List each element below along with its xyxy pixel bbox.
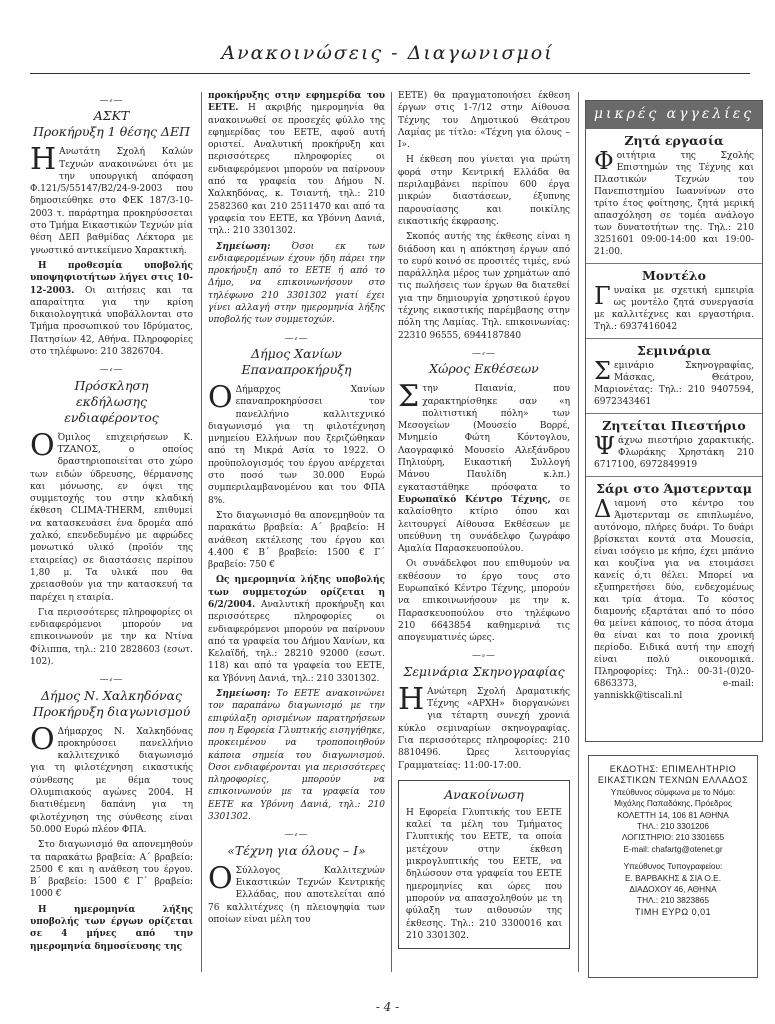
section-body: ΕΕΤΕ) θα πραγματοποιήσει έκθεση έργων στις 1-7/12 στην Αίθουσα Τέχνης του Δημοτικού Θεάτρου Λαμίας με τίτλο: «Τέχνη για όλους – Ι». [398,91,570,151]
ornament-icon: —⸗— [284,333,309,344]
section-title: Δήμος Χανίων Επαναπροκήρυξη [241,345,352,377]
column-divider [201,92,202,972]
section-body: προκήρυξης στην εφημερίδα του ΕΕΤΕ. Η ακριβής ημερομηνία θα ανακοινωθεί σε προσεχές φύλλο της εφημερίδας του ΕΕΤΕ, αφού αυτή οριστεί. Αναλυτική προκήρυξη και περισσότερες πληροφορίες οι ενδιαφερόμενοι μπορούν να παίρνουν από τα γραφεία του Δήμου Ν. Χαλκηδόνας, κ. Τσιαντή, τηλ.: 210 2582360 και 210 2511470 και από τα γραφεία του ΕΕΤΕ, κα Υβόννη Δανιά, τηλ.: 210 3301302. [208,91,385,237]
section-title: Χώρος Εκθέσεων [429,361,539,377]
section-body: Για περισσότερες πληροφορίες οι ενδιαφερόμενοι μπορούν να επικοινωνούν με την κα Ντίνα Φίλιππα, τηλ.: 210 2828603 (εσωτ. 102). [30,607,193,667]
classified-item: Σεμινάρια Σεμινάριο Σκηνογραφίας, Μάσκας, Θεάτρου, Μαριονέτας: Τηλ.: 210 9407594, 6972343461 [586,339,762,414]
classified-item: Ζητά εργασία Φοιτήτρια της Σχολής Επιστημών της Τέχνης και Πλαστικών Τεχνών του Πανεπιστημίου Ιωαννίνων στο τρίτο έτος φοίτησης, ζητά μερική απασχόληση σε τομέα ανάλογο των δυνατοτήτων της. Τηλ.: 210 3251601 09:00-14:00 και 19:00-21:00. [586,129,762,264]
section-deadline: Η ημερομηνία λήξης υποβολής των έργων ορίζεται σε 4 μήνες από την ημερομηνία δημοσίευσης της [30,904,193,952]
section-body: Η Εφορεία Γλυπτικής του ΕΕΤΕ καλεί τα μέλη του Τμήματος Γλυπτικής του ΕΕΤΕ, τα οποία μετέχουν στην έκθεση μικρογλυπτικής του ΕΕΤΕ, να δηλώσουν στα γραφεία του ΕΕΤΕ ημερομηνίες και ώρες που μπορούν να απασχοληθούν με τη φύλαξη των αιθουσών της έκθεσης. Τηλ.: 210 3300016 και 210 3301302. [406,807,562,941]
announcement-exhibition-space [398,348,570,645]
column-divider [578,92,579,972]
section-title: Δήμος Ν. Χαλκηδόνας Προκήρυξη διαγωνισμού [32,687,191,719]
announcement-invitation [30,364,193,668]
publisher-info: ΕΚΔΟΤΗΣ: ΕΠΙΜΕΛΗΤΗΡΙΟ ΕΙΚΑΣΤΙΚΩΝ ΤΕΧΝΩΝ ΕΛΛΑΔΟΣ Υπεύθυνος σύμφωνα με το Νόμο: Μιχάλης Παπαδάκης, Πρόεδρος ΚΟΛΕΤΤΗ 14, 106 81 ΑΘΗΝΑ ΤΗΛ.: 210 3301206 ΛΟΓΙΣΤΗΡΙΟ: 210 3301655 E-mail: chafartg@otenet.gr Υπεύθυνος Τυπογραφείου: Ε. ΒΑΡΒΑΚΗΣ & ΣΙΑ Ο.Ε. ΔΙΑΔΟΧΟΥ 46, ΑΘΗΝΑ ΤΗΛ.: 210 3823865 ΤΙΜΗ ΕΥΡΩ 0,01 [588,755,758,978]
section-note: Σημείωση: Όσοι εκ των ενδιαφερομένων έχουν ήδη πάρει την προκήρυξη από το ΕΕΤΕ ή από το Δήμο, να επικοινωνήσουν στο τηλέφωνο 210 3301302 γιατί έχει γίνει αλλαγή στην ημερομηνία λήξης υποβολής των συμμετοχών. [208,241,385,326]
classifieds-title: μικρές αγγελίες [586,101,762,129]
section-body: Στην Παιανία, που χαρακτηρίσθηκε σαν «η πολιτιστική πόλη» των Μεσογείων (Μουσείο Βορρέ, Μνημείο Φώτη Κόντογλου, Λαογραφικό Μουσείο Αλεξάνδρου Πηλιούρη, Εικαστική Συλλογή Μάνου Παυλίδη κ.λπ.) εγκαταστάθηκε πρόσφατα το Ευρωπαϊκό Κέντρο Τέχνης, σε καλαίσθητο κτίριο όπου και λειτουργεί Αίθουσα Εκθέσεων με υπεύθυνη τη συνάδελφο ζωγράφο Αμαλία Παρασκευοπούλου. [398,379,570,555]
announcement-chalkidona-cont [208,90,385,327]
column-3 [398,90,570,990]
section-title: «Τέχνη για όλους – Ι» [227,842,366,858]
ornament-icon: —⸗— [99,675,124,686]
section-body: Στο διαγωνισμό θα απονεμηθούν τα παρακάτω βραβεία: Α΄ βραβείο: 2500 € και η ανάθεση του έργου. Β΄ βραβείο: 1500 € Γ΄ βραβείο: 1000 € [30,840,193,900]
section-body: Σκοπός αυτής της έκθεσης είναι η διάδοση και η απόκτηση έργων από το ευρύ κοινό σε προσιτές τιμές, ενώ παράλληλα μέρος των χρημάτων από τις πωλήσεις των έργων θα διατεθεί για την δημιουργία χρηστικού έργου τέχνης εικαστικής παρέμβασης στην πόλη της Λαμίας. Τηλ. επικοινωνίας: 22310 96555, 6944187840 [398,232,570,341]
section-body: Ο Σύλλογος Καλλιτεχνών Εικαστικών Τεχνών Κεντρικής Ελλάδας, που αποτελείται από 76 καλλιτέχνες (η πλειοψηφία των οποίων είναι μέλη του [208,860,385,925]
ornament-icon: —⸗— [284,830,309,841]
section-body: Η Ανωτάτη Σχολή Καλών Τεχνών ανακοινώνει ότι με την υπουργική απόφαση Φ.121/5/55147/Β2/24-9-2003 που δημοσιεύθηκε στο ΦΕΚ 187/3-10-2003 τ. παράρτημα προκηρύσσεται στο Τμήμα Εικαστικών Τεχνών μία θέση ΔΕΠ βαθμίδας Λέκτορα με γνωστικό αντικείμενο Χαρακτική. [30,142,193,256]
section-title: ΑΣΚΤ Προκήρυξη 1 θέσης ΔΕΠ [33,108,190,140]
header-rule [30,73,750,74]
section-note: Σημείωση: Το ΕΕΤΕ ανακοινώνει τον παραπάνω διαγωνισμό με την επιφύλαξη ορισμένων παρατηρήσεων που η Εφορεία Γλυπτικής εισηγήθηκε, προκειμένου να τροποποιηθούν κάποια σημεία του διαγωνισμού. Όσοι ενδιαφέρονται για περισσότερες πληροφορίες, μπορούν να επικοινωνούν με τα γραφεία του ΕΕΤΕ κα Υβόννη Δανιά, τηλ.: 210 3301302. [208,689,385,823]
announcement-chalkidona [30,674,193,953]
section-body: Ως ημερομηνία λήξης υποβολής των συμμετοχών ορίζεται η 6/2/2004. Αναλυτική προκήρυξη και περισσότερες πληροφορίες οι ενδιαφερόμενοι μπορούν να παίρνουν από τα γραφεία του Δήμου Χανίων, κα Κελαϊδή, τηλ.: 28210 92000 (εσωτ. 118) και από τα γραφεία του ΕΕΤΕ, κα Υβόννη Δανιά, τηλ.: 210 3301302. [208,575,385,684]
section-title: Σεμινάρια Σκηνογραφίας [403,663,565,679]
section-body: Η έκθεση που γίνεται για πρώτη φορά στην Κεντρική Ελλάδα θα περιλαμβάνει περίπου 600 έργα μικρών διαστάσεων, έξυπνης παρουσίασης και ποικίλης εικαστικής έκφρασης. [398,155,570,227]
page-number: - 4 - [375,1000,400,1014]
announcement-art-for-all [208,829,385,926]
classified-item: Ζητείται Πιεστήριο Ψάχνω πιεστήριο χαρακτικής. Φλωράκης Χρηστάκη 210 6717100, 6972849919 [586,414,762,477]
announcement-art-for-all-cont [398,90,570,342]
ornament-icon: —⸗— [472,651,496,662]
classified-item: Μοντέλο Γυναίκα με σχετική εμπειρία ως μοντέλο ζητά συνεργασία με καλλιτέχνες και εργαστήρια. Τηλ.: 6937416042 [586,264,762,339]
section-body: Ο Δήμαρχος Χανίων επαναπροκηρύσσει τον πανελλήνιο καλλιτεχνικό διαγωνισμό για τη φιλοτέχνηση μνημείου Ελλήνων που ξεριζώθηκαν από τη Μικρά Ασία το 1922. Ο προϋπολογισμός του έργου ανέρχεται στο ποσό των 30.000 Ευρώ συμπεριλαμβανομένου και του ΦΠΑ 8%. [208,379,385,506]
ornament-icon: —⸗— [99,96,124,106]
announcement-askt [30,95,193,358]
announcement-chania [208,333,385,824]
section-body: Η Ανώτερη Σχολή Δραματικής Τέχνης «ΑΡΧΗ» διοργανώνει για τέταρτη συνεχή χρονιά κύκλο σεμιναρίων σκηνογραφίας. Για περισσότερες πληροφορίες: 210 8810496. Ώρες λειτουργίας Γραμματείας: 11:00-17:00. [398,681,570,771]
section-body: Η προθεσμία υποβολής υποψηφιοτήτων λήγει στις 10-12-2003. Οι αιτήσεις και τα απαραίτητα για την κρίση δικαιολογητικά υποβάλλονται στο Τμήμα προσωπικού του Ιδρύματος, Πατησίων 42, Αθήνα. Πληροφορίες στο τηλέφωνο: 210 3826704. [30,260,193,358]
ornament-icon: —⸗— [472,348,496,359]
classified-item: Σάρι στο Άμστερνταμ Διαμονή στο κέντρο του Άμστερνταμ σε επιπλωμένο, αυτόνομο, πλήρες δυάρι. Το δυάρι βρίσκεται κοντά στα Μουσεία, είναι ισόγειο με κήπο, έχει μπάνιο και κουζίνα για να ετοιμάσει κανείς ό,τι θέλει. Μπορεί να εξυπηρετήσει δύο, ενδεχομένως και τρία άτομα. Το κόστος διαμονής εξαρτάται από το πόσο θα μείνει κάποιος, το πόσα άτομα θα είναι και το ποια χρονική περίοδο. Ειδικά αυτή την εποχή είναι πολύ οικονομικά. Πληροφορίες: Τηλ.: 00-31-(0)20-6863373, e-mail: yanniskk@tiscali.nl [594,481,754,701]
section-body: Οι συνάδελφοι που επιθυμούν να εκθέσουν το έργο τους στο Ευρωπαϊκό Κέντρο Τέχνης, μπορούν να επικοινωνήσουν με την κ. Παρασκευοπούλου στο τηλέφωνο 210 6643854 καθημερινά τις απογευματινές ώρες. [398,559,570,644]
ornament-icon: —⸗— [99,365,124,376]
section-title: Πρόσκληση εκδήλωσης ενδιαφέροντος [64,377,159,425]
section-body: Στο διαγωνισμό θα απονεμηθούν τα παρακάτω βραβεία: Α΄ βραβείο: Η ανάθεση εκτέλεσης του έργου και 4.400 € Β΄ βραβείο: 1500 € Γ΄ βραβείο: 750 € [208,510,385,571]
page-title: Ανακοινώσεις - Διαγωνισμοί [221,42,554,64]
section-body: Ο Δήμαρχος Ν. Χαλκηδόνας προκηρύσσει πανελλήνιο καλλιτεχνικό διαγωνισμό για τη φιλοτέχνηση εικαστικής σύνθεσης με θέμα τους Ολυμπιακούς αγώνες 2004. Η διατιθέμενη δαπάνη για τη φιλοτέχνηση της σύνθεσης είναι 50.000 Ευρώ πλέον ΦΠΑ. [30,721,193,835]
column-2 [208,90,385,990]
column-divider [391,92,392,972]
section-body: Ο Όμιλος επιχειρήσεων Κ. ΤΖΑΝΟΣ, ο οποίος δραστηριοποιείται στο χώρο των ειδών ύδρευσης, θέρμανσης και μόνωσης, εν όψει της συμμετοχής του στην κλαδική έκθεση CLIMA-THERM, επιθυμεί να κατασκευάσει ένα δρομέα από χαλκό, επενδεδυμένο με αφρώδες μονωτικό υλικό (προϊόν της εταιρείας) σε διαστάσεις περίπου 1,80 μ. Τα υλικά που θα χρειασθούν για την κατασκευή τα παρέχει η εταιρία. [30,427,193,603]
classifieds-box [585,100,763,742]
column-1 [30,90,193,990]
announcement-scenography [398,650,570,771]
notice-box [398,780,570,949]
section-title: Ανακοίνωση [444,786,524,802]
